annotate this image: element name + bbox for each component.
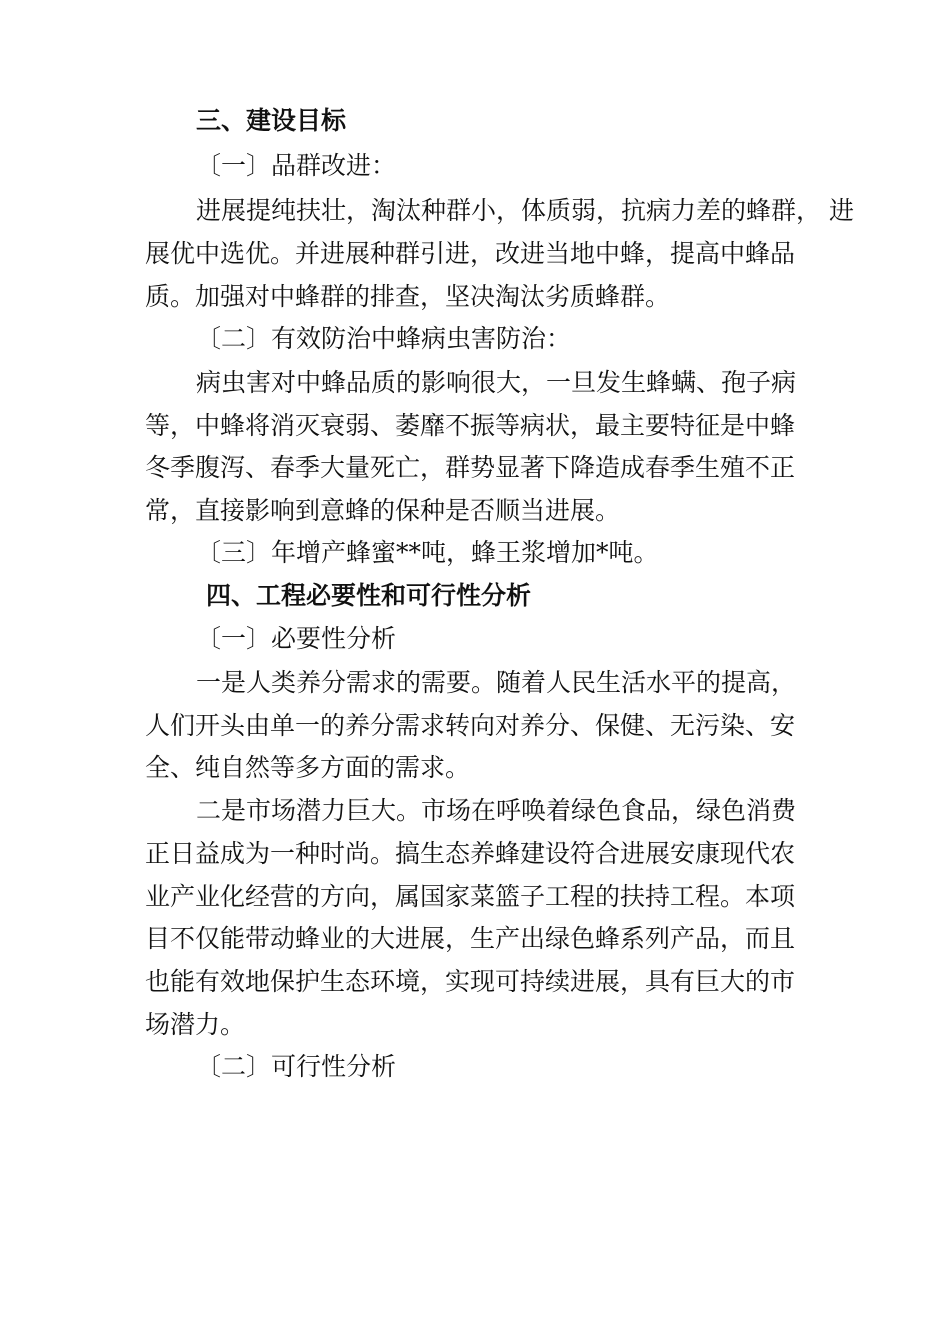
paragraph-line: 展优中选优。并进展种群引进，改进当地中蜂，提高中蜂品 bbox=[145, 239, 796, 268]
paragraph-line: 质。加强对中蜂群的排查，坚决淘汰劣质蜂群。 bbox=[145, 282, 671, 311]
subheading-pest-control: 〔二〕有效防治中蜂病虫害防治： bbox=[196, 324, 572, 353]
paragraph-line: 病虫害对中蜂品质的影响很大，一旦发生蜂螨、孢子病 bbox=[196, 368, 797, 397]
section-heading-goals: 三、建设目标 bbox=[196, 106, 347, 135]
paragraph-line: 冬季腹泻、春季大量死亡，群势显著下降造成春季生殖不正 bbox=[145, 453, 796, 482]
paragraph-line: 也能有效地保护生态环境，实现可持续进展，具有巨大的市 bbox=[145, 967, 796, 996]
paragraph-line: 常，直接影响到意蜂的保种是否顺当进展。 bbox=[145, 496, 621, 525]
subheading-production-increase: 〔三〕年增产蜂蜜**吨，蜂王浆增加*吨。 bbox=[196, 538, 659, 567]
paragraph-line: 二是市场潜力巨大。市场在呼唤着绿色食品，绿色消费 bbox=[196, 796, 797, 825]
paragraph-line: 等，中蜂将消灭衰弱、萎靡不振等病状，最主要特征是中蜂 bbox=[145, 411, 796, 440]
subheading-necessity-analysis: 〔一〕必要性分析 bbox=[196, 624, 397, 653]
section-heading-analysis: 四、工程必要性和可行性分析 bbox=[206, 581, 532, 610]
paragraph-line: 进展提纯扶壮，淘汰种群小，体质弱，抗病力差的蜂群， 进 bbox=[196, 196, 854, 225]
subheading-breed-improvement: 〔一〕品群改进： bbox=[196, 151, 397, 180]
paragraph-line: 人们开头由单一的养分需求转向对养分、保健、无污染、安 bbox=[145, 711, 796, 740]
paragraph-line: 目不仅能带动蜂业的大进展，生产出绿色蜂系列产品，而且 bbox=[145, 924, 796, 953]
paragraph-line: 全、纯自然等多方面的需求。 bbox=[145, 753, 471, 782]
paragraph-line: 正日益成为一种时尚。搞生态养蜂建设符合进展安康现代农 bbox=[145, 839, 796, 868]
subheading-feasibility-analysis: 〔二〕可行性分析 bbox=[196, 1052, 397, 1081]
paragraph-line: 业产业化经营的方向，属国家菜篮子工程的扶持工程。本项 bbox=[145, 882, 796, 911]
paragraph-line: 一是人类养分需求的需要。随着人民生活水平的提高， bbox=[196, 668, 797, 697]
paragraph-line: 场潜力。 bbox=[145, 1010, 246, 1039]
